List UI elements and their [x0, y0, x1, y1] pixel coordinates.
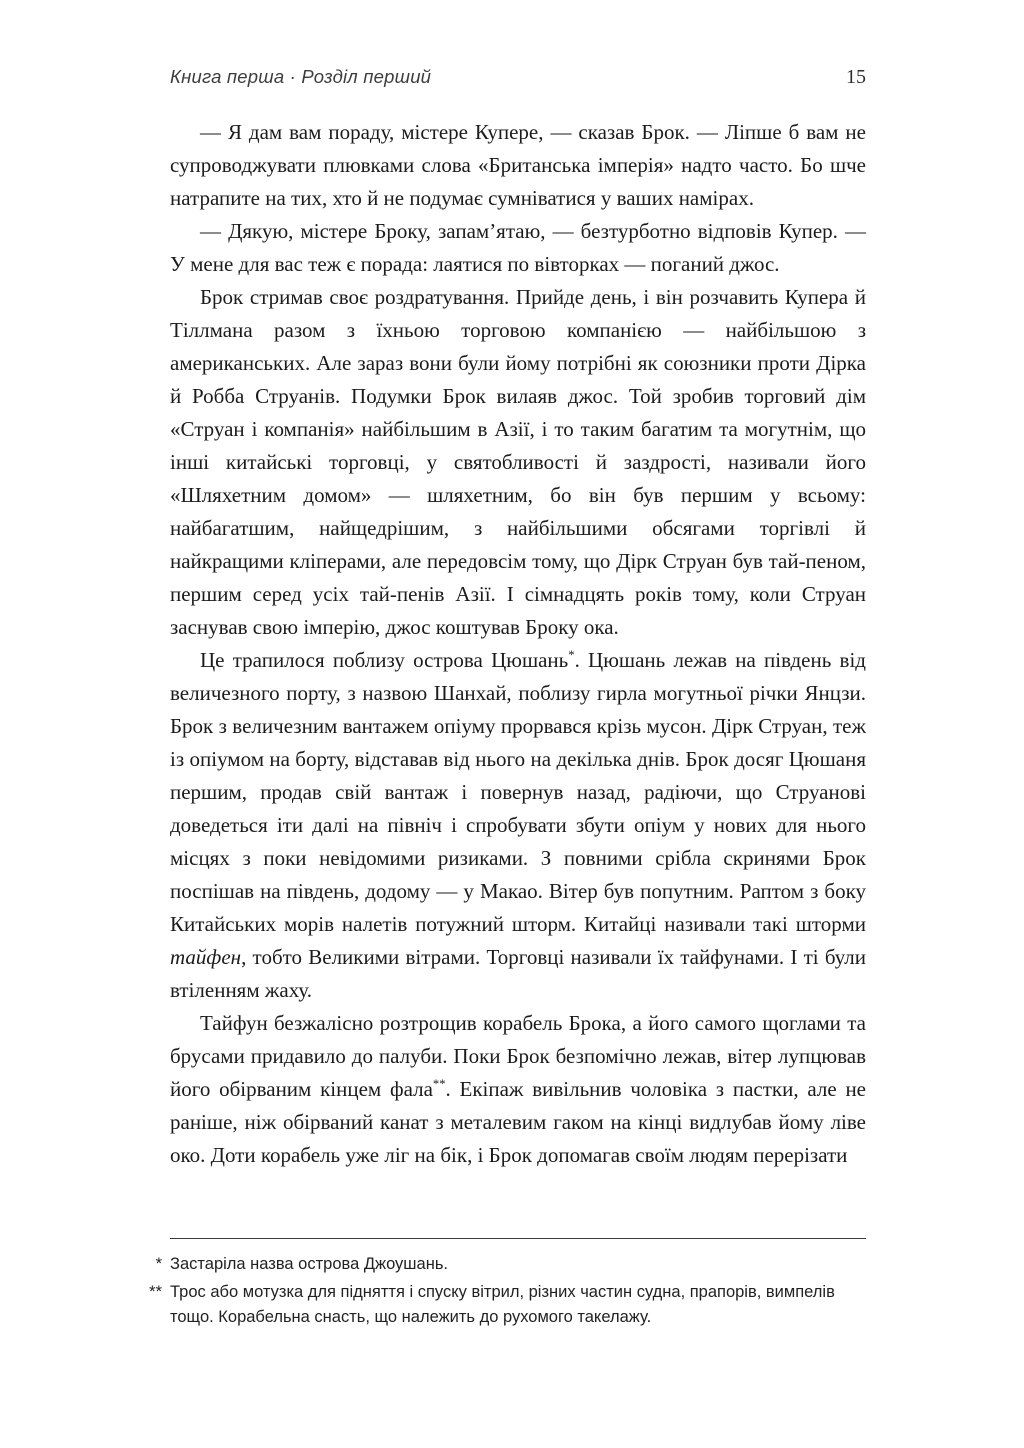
text-run: . Екіпаж вивільнив чоловіка з пастки, але не раніше, ніж обірваний канат з металевим гаком на кінці видлубав йому ліве око. Доти корабель уже ліг на бік, і Брок допомагав своїм людям перерізати: [170, 1077, 867, 1167]
footnote-2: [140, 1280, 866, 1330]
running-head: [170, 66, 866, 89]
body-text: [170, 116, 866, 1172]
text-run: — Я дам вам пораду, містере Купере, — сказав Брок. — Ліпше б вам не супроводжувати плювками слова «Британська імперія» надто часто. Бо шче натрапите на тих, хто й не подумає сумніватися у ваших намірах.: [170, 120, 866, 210]
text-run: , тобто Великими вітрами. Торговці називали їх тайфунами. І ті були втіленням жаху.: [170, 945, 866, 1002]
text-run: Це трапилося поблизу острова Цюшань: [200, 648, 569, 672]
footnote-ref-asterisk: *: [568, 648, 575, 662]
footnote-1-text: Застаріла назва острова Джоушань.: [170, 1255, 449, 1273]
text-run-italic: тайфен: [170, 945, 242, 969]
running-head-title: Книга перша · Розділ перший: [170, 66, 432, 87]
footnote-2-marker: **: [149, 1283, 162, 1301]
paragraph-dialogue-brock: [170, 116, 866, 215]
footnotes-section: [140, 1238, 866, 1333]
text-run: . Цюшань лежав на південь від величезного порту, з назвою Шанхай, поблизу гирла могутньої річки Янцзи. Брок з величезним вантажем опіуму прорвався крізь мусон. Дірк Струан, теж із опіумом на борту, відставав від нього на декілька днів. Брок досяг Цюшаня першим, продав свій вантаж і повернув назад, радіючи, що Струанові доведеться іти далі на північ і спробувати збути опіум у нових для нього місцях з поки невідомими ризиками. З повними срібла скринями Брок поспішав на південь, додому — у Макао. Вітер був попутним. Раптом з боку Китайських морів налетів потужний шторм. Китайці називали такі шторми: [170, 648, 866, 936]
page-number: 15: [846, 66, 866, 88]
paragraph-dialogue-cooper: [170, 215, 866, 281]
paragraph-narrative-chushan: [170, 644, 866, 1007]
text-run: — Дякую, містере Броку, запам’ятаю, — безтурботно відповів Купер. — У мене для вас теж є порада: лаятися по вівторках — поганий джос.: [170, 219, 866, 276]
footnote-ref-double-asterisk: **: [432, 1077, 446, 1091]
footnote-divider: [170, 1238, 866, 1239]
text-run: Брок стримав своє роздратування. Прийде день, і він розчавить Купера й Тіллмана разом з їхньою торговою компанією — найбільшою з американських. Але зараз вони були йому потрібні як союзники проти Дірка й Робба Струанів. Подумки Брок вилаяв джос. Той зробив торговий дім «Струан і компанія» найбільшим в Азії, і то таким багатим та могутнім, що інші китайські торговці, у святобливості й заздрості, називали його «Шляхетним домом» — шляхетним, бо він був першим у всьому: найбагатшим, найщедрішим, з найбільшими обсягами торгівлі й найкращими кліперами, але передовсім тому, що Дірк Струан був тай-пеном, першим серед усіх тай-пенів Азії. І сімнадцять років тому, коли Струан заснував свою імперію, джос коштував Броку ока.: [170, 285, 866, 639]
footnote-1: [140, 1252, 866, 1277]
footnote-1-marker: *: [155, 1255, 162, 1273]
paragraph-narrative-typhoon: [170, 1007, 866, 1172]
footnote-2-text: Трос або мотузка для підняття і спуску вітрил, різних частин судна, прапорів, вимпелів тощо. Корабельна снасть, що належить до рухомого такелажу.: [170, 1283, 835, 1326]
paragraph-narrative-joss: [170, 281, 866, 644]
text-run: Тайфун безжалісно розтрощив корабель Брока, а його самого щоглами та брусами придавило до палуби. Поки Брок безпомічно лежав, вітер лупцював його обірваним кінцем фала: [170, 1011, 866, 1101]
